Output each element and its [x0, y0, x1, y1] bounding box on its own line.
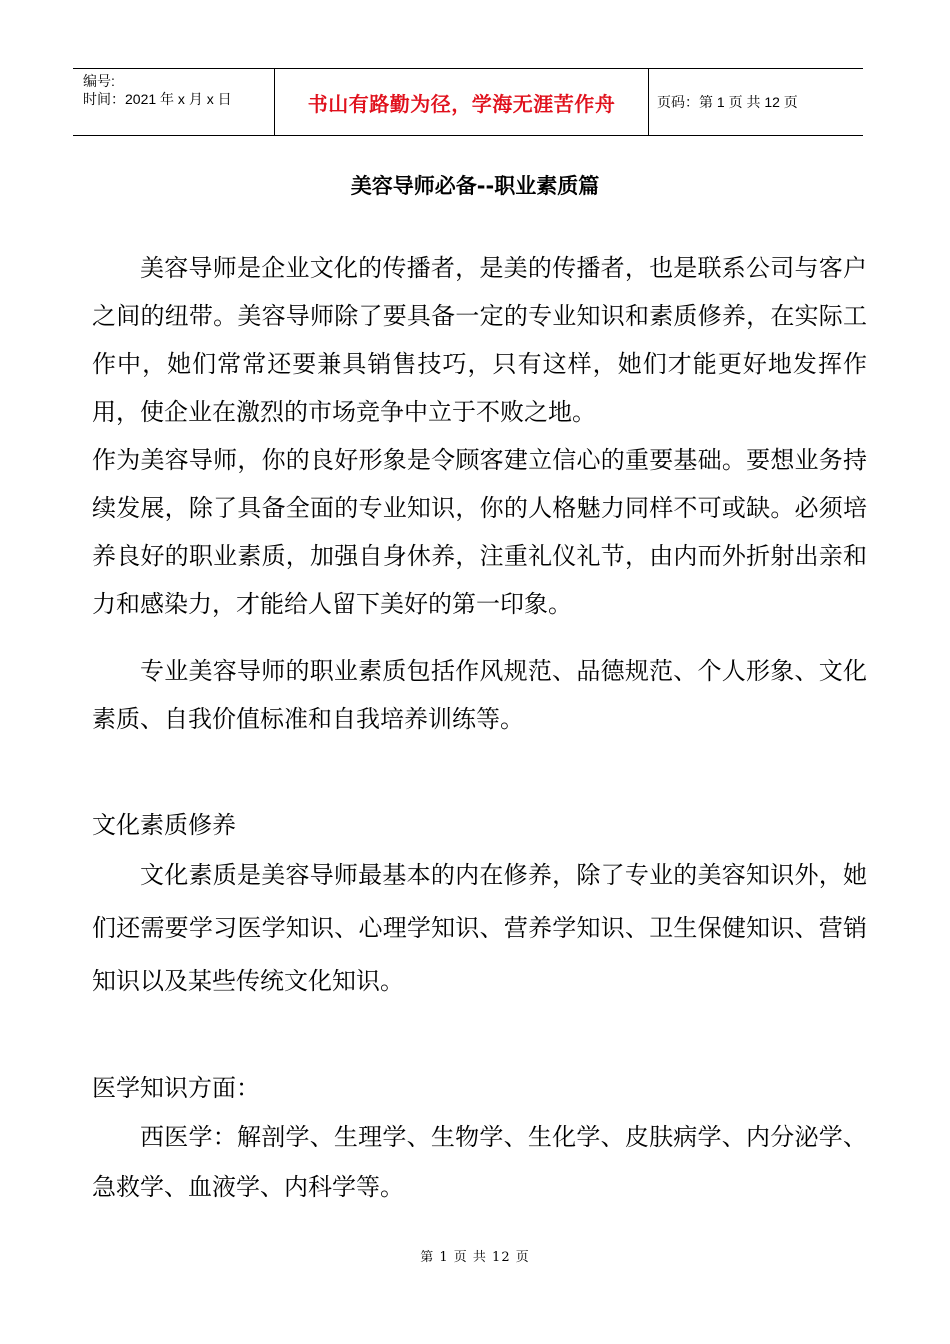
- page-header: [73, 68, 863, 136]
- header-motto: 书山有路勤为径，学海无涯苦作舟: [275, 69, 649, 135]
- paragraph-image: 作为美容导师，你的良好形象是令顾客建立信心的重要基础。要想业务持续发展，除了具备全面的专业知识，你的人格魅力同样不可或缺。必须培养良好的职业素质，加强自身休养，注重礼仪礼节，由内而外折射出亲和力和感染力，才能给人留下美好的第一印象。: [92, 446, 867, 618]
- section-heading-medical: 医学知识方面：: [92, 1074, 260, 1102]
- paragraph-qualities: 专业美容导师的职业素质包括作风规范、品德规范、个人形象、文化素质、自我价值标准和自我培养训练等。: [92, 657, 867, 733]
- paragraph-intro: 美容导师是企业文化的传播者，是美的传播者，也是联系公司与客户之间的纽带。美容导师除了要具备一定的专业知识和素质修养，在实际工作中，她们常常还要兼具销售技巧，只有这样，她们才能更好地发挥作用，使企业在激烈的市场竞争中立于不败之地。: [92, 254, 867, 426]
- spacer: [92, 1008, 867, 1064]
- document-body: [92, 244, 867, 1212]
- document-number-label: 编号:: [83, 73, 115, 89]
- spacer: [92, 743, 867, 801]
- section-heading-culture: 文化素质修养: [92, 811, 236, 839]
- header-meta: [73, 69, 275, 135]
- document-time: 时间：2021 年 x 月 x 日: [83, 91, 232, 107]
- document-title: 美容导师必备--职业素质篇: [350, 174, 600, 198]
- header-page-info: 页码：第 1 页 共 12 页: [657, 94, 798, 110]
- paragraph-culture: 文化素质是美容导师最基本的内在修养，除了专业的美容知识外，她们还需要学习医学知识、心理学知识、营养学知识、卫生保健知识、营销知识以及某些传统文化知识。: [92, 861, 867, 995]
- paragraph-medical: 西医学：解剖学、生理学、生物学、生化学、皮肤病学、内分泌学、急救学、血液学、内科学等。: [92, 1123, 867, 1201]
- page-footer: 第 1 页 共 12 页: [420, 1250, 530, 1265]
